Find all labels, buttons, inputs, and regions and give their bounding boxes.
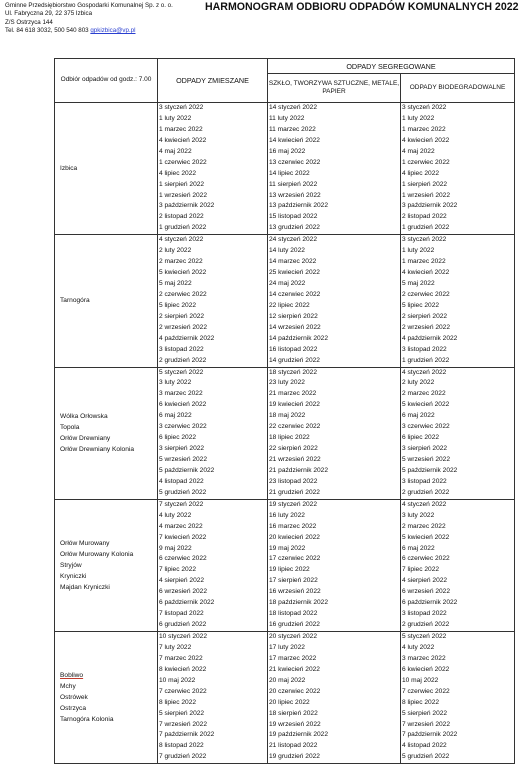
- pickup-date: 4 maj 2022: [159, 147, 192, 155]
- pickup-date: 7 wrzesień 2022: [402, 720, 451, 728]
- pickup-date: 4 listopad 2022: [159, 477, 204, 485]
- pickup-date: 6 październik 2022: [159, 599, 215, 607]
- pickup-date: 2 luty 2022: [159, 247, 192, 255]
- pickup-date: 7 luty 2022: [159, 643, 192, 651]
- pickup-date: 3 czerwiec 2022: [159, 423, 207, 431]
- pickup-date: 19 wrzesień 2022: [269, 720, 321, 728]
- pickup-date: 2 grudzień 2022: [402, 621, 450, 629]
- mixed-waste-dates: [158, 499, 268, 631]
- pickup-date: 1 czerwiec 2022: [159, 158, 207, 166]
- pickup-date: 21 listopad 2022: [269, 742, 318, 750]
- pickup-date: 4 maj 2022: [402, 147, 435, 155]
- pickup-date: 5 kwiecień 2022: [402, 401, 450, 409]
- pickup-date: 2 luty 2022: [402, 379, 435, 387]
- pickup-date: 3 październik 2022: [159, 202, 215, 210]
- pickup-date: 7 czerwiec 2022: [159, 687, 207, 695]
- pickup-date: 5 sierpień 2022: [402, 709, 448, 717]
- pickup-date: 22 lipiec 2022: [269, 301, 310, 309]
- pickup-date: 5 kwiecień 2022: [159, 269, 207, 277]
- pickup-date: 4 listopad 2022: [402, 742, 447, 750]
- pickup-date: 17 czerwiec 2022: [269, 555, 321, 563]
- pickup-date: 5 styczeń 2022: [402, 633, 447, 640]
- pickup-date: 6 wrzesień 2022: [159, 588, 208, 596]
- pickup-date: 5 lipiec 2022: [402, 301, 440, 309]
- pickup-date: 6 maj 2022: [402, 544, 435, 552]
- pickup-date: 1 marzec 2022: [402, 125, 446, 133]
- pickup-date: 6 czerwiec 2022: [159, 555, 207, 563]
- location-name: Orłów Murowany: [60, 539, 110, 547]
- pickup-date: 1 wrzesień 2022: [402, 191, 451, 199]
- schedule-body: [55, 103, 515, 764]
- pickup-date: 9 maj 2022: [159, 544, 192, 552]
- pickup-date: 3 czerwiec 2022: [402, 423, 450, 431]
- pickup-date: 17 marzec 2022: [269, 654, 317, 662]
- pickup-date: 10 maj 2022: [159, 676, 196, 684]
- pickup-date: 6 lipiec 2022: [402, 434, 440, 442]
- pickup-date: 1 luty 2022: [402, 247, 435, 255]
- pickup-date: 4 kwiecień 2022: [402, 269, 450, 277]
- pickup-date: 20 maj 2022: [269, 676, 306, 684]
- region-row: [55, 632, 515, 764]
- pickup-date: 3 styczeń 2022: [402, 104, 447, 111]
- pickup-date: 21 marzec 2022: [269, 390, 317, 398]
- pickup-date: 6 grudzień 2022: [159, 621, 207, 629]
- location-name: Mchy: [60, 683, 76, 691]
- pickup-date: 18 sierpień 2022: [269, 709, 318, 717]
- pickup-date: 4 październik 2022: [159, 334, 215, 342]
- pickup-date: 18 listopad 2022: [269, 610, 318, 618]
- location-name: Izbica: [60, 165, 78, 173]
- pickup-date: 1 sierpień 2022: [402, 180, 448, 188]
- location-name: Ostrówek: [60, 694, 88, 702]
- company-address: Ul. Fabryczna 29, 22 375 Izbica: [5, 10, 93, 18]
- pickup-date: 2 wrzesień 2022: [402, 323, 451, 331]
- pickup-date: 5 maj 2022: [402, 280, 435, 287]
- pickup-date: 6 wrzesień 2022: [402, 588, 451, 596]
- pickup-date: 4 lipiec 2022: [402, 169, 440, 177]
- pickup-date: 22 czerwiec 2022: [269, 423, 321, 431]
- pickup-date: 7 kwiecień 2022: [159, 533, 207, 541]
- pickup-date: 3 listopad 2022: [402, 345, 447, 353]
- location-name: Tarnogóra Kolonia: [60, 716, 114, 724]
- pickup-date: 7 grudzień 2022: [159, 753, 207, 761]
- pickup-date: 19 maj 2022: [269, 544, 306, 552]
- mixed-waste-dates: [158, 632, 268, 764]
- pickup-date: 22 sierpień 2022: [269, 445, 318, 453]
- pickup-date: 16 wrzesień 2022: [269, 588, 321, 596]
- pickup-date: 25 kwiecień 2022: [269, 269, 320, 277]
- pickup-date: 18 styczeń 2022: [269, 368, 318, 376]
- pickup-date: 17 sierpień 2022: [269, 577, 318, 585]
- pickup-date: 4 kwiecień 2022: [402, 136, 450, 144]
- pickup-date: 6 kwiecień 2022: [402, 665, 450, 673]
- mixed-waste-dates: [158, 103, 268, 235]
- company-contact: [5, 27, 173, 35]
- region-locations: [55, 367, 158, 499]
- pickup-date: 16 maj 2022: [269, 147, 306, 155]
- pickup-date: 7 wrzesień 2022: [159, 720, 208, 728]
- pickup-date: 1 marzec 2022: [402, 258, 446, 266]
- pickup-date: 6 maj 2022: [159, 412, 192, 420]
- pickup-date: 14 marzec 2022: [269, 258, 317, 266]
- location-name: Majdan Kryniczki: [60, 583, 110, 591]
- pickup-date: 8 listopad 2022: [159, 742, 204, 750]
- biodegradable-dates: [401, 103, 515, 235]
- pickup-date: 13 czerwiec 2022: [269, 158, 321, 166]
- location-name: Ostrzyca: [60, 705, 87, 713]
- pickup-date: 8 kwiecień 2022: [159, 665, 207, 673]
- pickup-date: 23 listopad 2022: [269, 477, 318, 485]
- pickup-date: 16 grudzień 2022: [269, 621, 320, 629]
- pickup-date: 18 lipiec 2022: [269, 434, 310, 442]
- pickup-date: 16 luty 2022: [269, 511, 305, 519]
- pickup-date: 7 czerwiec 2022: [402, 687, 450, 695]
- glass-plastic-dates: [268, 632, 401, 764]
- pickup-date: 14 wrzesień 2022: [269, 323, 321, 331]
- pickup-date: 23 luty 2022: [269, 379, 305, 387]
- pickup-date: 6 kwiecień 2022: [159, 401, 207, 409]
- pickup-date: 12 sierpień 2022: [269, 312, 318, 320]
- page-title: HARMONOGRAM ODBIORU ODPADÓW KOMUNALNYCH 2022: [205, 1, 519, 13]
- company-name: Gminne Przedsiębiorstwo Gospodarki Komunalnej Sp. z o. o.: [5, 2, 173, 9]
- pickup-date: 4 lipiec 2022: [159, 169, 197, 177]
- pickup-date: 7 październik 2022: [159, 731, 215, 739]
- glass-plastic-dates: [268, 103, 401, 235]
- pickup-date: 8 lipiec 2022: [402, 698, 440, 706]
- pickup-date: 1 luty 2022: [402, 114, 435, 122]
- pickup-date: 6 październik 2022: [402, 599, 458, 607]
- pickup-date: 18 październik 2022: [269, 599, 329, 607]
- company-email-link[interactable]: gpkizbica@vp.pl: [90, 26, 136, 34]
- pickup-date: 21 październik 2022: [269, 466, 329, 474]
- region-row: [55, 103, 515, 235]
- header-segregated-waste: ODPADY SEGREGOWANE: [268, 59, 515, 74]
- company-info: [5, 2, 173, 35]
- pickup-date: 16 listopad 2022: [269, 345, 318, 353]
- glass-plastic-dates: [268, 367, 401, 499]
- pickup-date: 5 maj 2022: [159, 280, 192, 287]
- biodegradable-dates: [401, 632, 515, 764]
- pickup-date: 17 luty 2022: [269, 643, 305, 651]
- pickup-date: 14 czerwiec 2022: [269, 290, 321, 298]
- pickup-date: 14 lipiec 2022: [269, 169, 310, 177]
- pickup-date: 2 sierpień 2022: [402, 312, 448, 320]
- pickup-date: 3 sierpień 2022: [159, 445, 205, 453]
- pickup-date: 2 listopad 2022: [402, 213, 447, 221]
- pickup-date: 8 lipiec 2022: [159, 698, 197, 706]
- pickup-date: 5 styczeń 2022: [159, 368, 204, 376]
- location-name: Stryjów: [60, 561, 82, 569]
- pickup-date: 5 październik 2022: [159, 466, 215, 474]
- pickup-date: 1 grudzień 2022: [159, 224, 207, 232]
- biodegradable-dates: [401, 235, 515, 367]
- pickup-date: 3 październik 2022: [402, 202, 458, 210]
- pickup-date: 3 luty 2022: [159, 379, 192, 387]
- location-name: Orłów Murowany Kolonia: [60, 550, 134, 558]
- pickup-date: 6 maj 2022: [402, 412, 435, 420]
- pickup-date: 6 czerwiec 2022: [402, 555, 450, 563]
- pickup-date: 3 marzec 2022: [159, 390, 203, 398]
- schedule-table: [54, 58, 515, 764]
- pickup-date: 7 październik 2022: [402, 731, 458, 739]
- pickup-date: 4 marzec 2022: [159, 522, 203, 530]
- pickup-date: 2 czerwiec 2022: [402, 290, 450, 298]
- mixed-waste-dates: [158, 235, 268, 367]
- pickup-date: 24 maj 2022: [269, 280, 306, 287]
- region-row: [55, 235, 515, 367]
- pickup-date: 3 listopad 2022: [402, 477, 447, 485]
- pickup-date: 10 maj 2022: [402, 676, 439, 684]
- pickup-date: 20 styczeń 2022: [269, 633, 318, 640]
- pickup-date: 4 sierpień 2022: [402, 577, 448, 585]
- pickup-date: 6 lipiec 2022: [159, 434, 197, 442]
- pickup-date: 24 styczeń 2022: [269, 236, 318, 244]
- pickup-date: 13 wrzesień 2022: [269, 191, 321, 199]
- pickup-date: 21 kwiecień 2022: [269, 665, 320, 673]
- pickup-date: 5 kwiecień 2022: [402, 533, 450, 541]
- pickup-date: 4 luty 2022: [159, 511, 192, 519]
- biodegradable-dates: [401, 367, 515, 499]
- pickup-date: 2 sierpień 2022: [159, 312, 205, 320]
- pickup-date: 1 czerwiec 2022: [402, 158, 450, 166]
- pickup-date: 2 marzec 2022: [402, 390, 446, 398]
- pickup-date: 2 marzec 2022: [159, 258, 203, 266]
- location-name: Tarnogóra: [60, 297, 90, 305]
- pickup-date: 19 grudzień 2022: [269, 753, 320, 761]
- location-name: Orłów Drewniany Kolonia: [60, 446, 135, 454]
- location-name: Topola: [60, 424, 80, 432]
- pickup-date: 19 październik 2022: [269, 731, 329, 739]
- pickup-date: 2 marzec 2022: [402, 522, 446, 530]
- pickup-date: 14 październik 2022: [269, 334, 329, 342]
- region-row: [55, 367, 515, 499]
- pickup-date: 3 listopad 2022: [402, 610, 447, 618]
- glass-plastic-dates: [268, 235, 401, 367]
- pickup-date: 18 maj 2022: [269, 412, 306, 420]
- pickup-date: 3 luty 2022: [402, 511, 435, 519]
- pickup-date: 4 styczeń 2022: [402, 500, 447, 508]
- pickup-date: 4 luty 2022: [402, 643, 435, 651]
- pickup-date: 2 grudzień 2022: [402, 488, 450, 496]
- pickup-date: 7 lipiec 2022: [159, 566, 197, 574]
- pickup-date: 5 sierpień 2022: [159, 709, 205, 717]
- pickup-date: 13 październik 2022: [269, 202, 329, 210]
- pickup-date: 7 listopad 2022: [159, 610, 204, 618]
- pickup-date: 2 listopad 2022: [159, 213, 204, 221]
- pickup-date: 5 wrzesień 2022: [159, 456, 208, 463]
- header-location: Odbiór odpadów od godz.: 7.00: [55, 59, 158, 103]
- pickup-date: 21 grudzień 2022: [269, 488, 320, 496]
- pickup-date: 1 grudzień 2022: [402, 356, 450, 364]
- pickup-date: 13 grudzień 2022: [269, 224, 320, 232]
- pickup-date: 4 styczeń 2022: [159, 236, 204, 244]
- location-name: Kryniczki: [60, 572, 87, 580]
- pickup-date: 11 marzec 2022: [269, 125, 316, 133]
- pickup-date: 1 luty 2022: [159, 114, 192, 122]
- location-name: Wólka Orłowska: [60, 413, 108, 421]
- pickup-date: 19 lipiec 2022: [269, 566, 310, 574]
- location-name: Bobliwo: [60, 672, 84, 680]
- mixed-waste-dates: [158, 367, 268, 499]
- pickup-date: 10 styczeń 2022: [159, 633, 208, 640]
- location-name: Orłów Drewniany: [60, 435, 111, 443]
- company-seat: Z/S Ostrzyca 144: [5, 18, 53, 26]
- pickup-date: 1 marzec 2022: [159, 125, 203, 133]
- pickup-date: 5 lipiec 2022: [159, 301, 197, 309]
- pickup-date: 14 grudzień 2022: [269, 356, 320, 364]
- region-locations: [55, 235, 158, 367]
- header-biodegradable: ODPADY BIODEGRADOWALNE: [401, 74, 515, 103]
- pickup-date: 3 listopad 2022: [159, 345, 204, 353]
- pickup-date: 4 kwiecień 2022: [159, 136, 207, 144]
- pickup-date: 2 grudzień 2022: [159, 356, 207, 364]
- header-glass-plastic-metal-paper: SZKŁO, TWORZYWA SZTUCZNE, METALE, PAPIER: [268, 74, 401, 103]
- pickup-date: 20 kwiecień 2022: [269, 533, 320, 541]
- pickup-date: 11 sierpień 2022: [269, 180, 318, 188]
- region-row: [55, 499, 515, 631]
- pickup-date: 14 luty 2022: [269, 247, 305, 255]
- pickup-date: 5 grudzień 2022: [159, 488, 207, 496]
- pickup-date: 3 styczeń 2022: [159, 104, 204, 111]
- pickup-date: 5 grudzień 2022: [402, 753, 450, 761]
- pickup-date: 19 kwiecień 2022: [269, 401, 320, 409]
- pickup-date: 5 październik 2022: [402, 466, 458, 474]
- header-mixed-waste: ODPADY ZMIESZANE: [158, 59, 268, 103]
- region-locations: [55, 103, 158, 235]
- pickup-date: 3 marzec 2022: [402, 654, 446, 662]
- pickup-date: 16 marzec 2022: [269, 522, 317, 530]
- pickup-date: 19 styczeń 2022: [269, 500, 318, 508]
- pickup-date: 3 styczeń 2022: [402, 236, 447, 244]
- pickup-date: 11 luty 2022: [269, 114, 305, 122]
- pickup-date: 2 wrzesień 2022: [159, 323, 208, 331]
- company-phone: Tel. 84 618 3032, 500 540 803: [5, 26, 89, 34]
- pickup-date: 7 lipiec 2022: [402, 566, 440, 574]
- region-locations: [55, 632, 158, 764]
- pickup-date: 4 październik 2022: [402, 334, 458, 342]
- biodegradable-dates: [401, 499, 515, 631]
- pickup-date: 20 czerwiec 2022: [269, 687, 321, 695]
- pickup-date: 7 marzec 2022: [159, 654, 203, 662]
- pickup-date: 14 kwiecień 2022: [269, 136, 320, 144]
- pickup-date: 14 styczeń 2022: [269, 104, 318, 111]
- pickup-date: 4 sierpień 2022: [159, 577, 205, 585]
- region-locations: [55, 499, 158, 631]
- pickup-date: 7 styczeń 2022: [159, 500, 204, 508]
- pickup-date: 1 grudzień 2022: [402, 224, 450, 232]
- pickup-date: 1 wrzesień 2022: [159, 191, 208, 199]
- pickup-date: 20 lipiec 2022: [269, 698, 310, 706]
- pickup-date: 21 wrzesień 2022: [269, 456, 321, 463]
- pickup-date: 15 listopad 2022: [269, 213, 318, 221]
- pickup-date: 2 czerwiec 2022: [159, 290, 207, 298]
- pickup-date: 3 sierpień 2022: [402, 445, 448, 453]
- pickup-date: 1 sierpień 2022: [159, 180, 205, 188]
- glass-plastic-dates: [268, 499, 401, 631]
- pickup-date: 4 styczeń 2022: [402, 368, 447, 376]
- pickup-date: 5 wrzesień 2022: [402, 456, 451, 463]
